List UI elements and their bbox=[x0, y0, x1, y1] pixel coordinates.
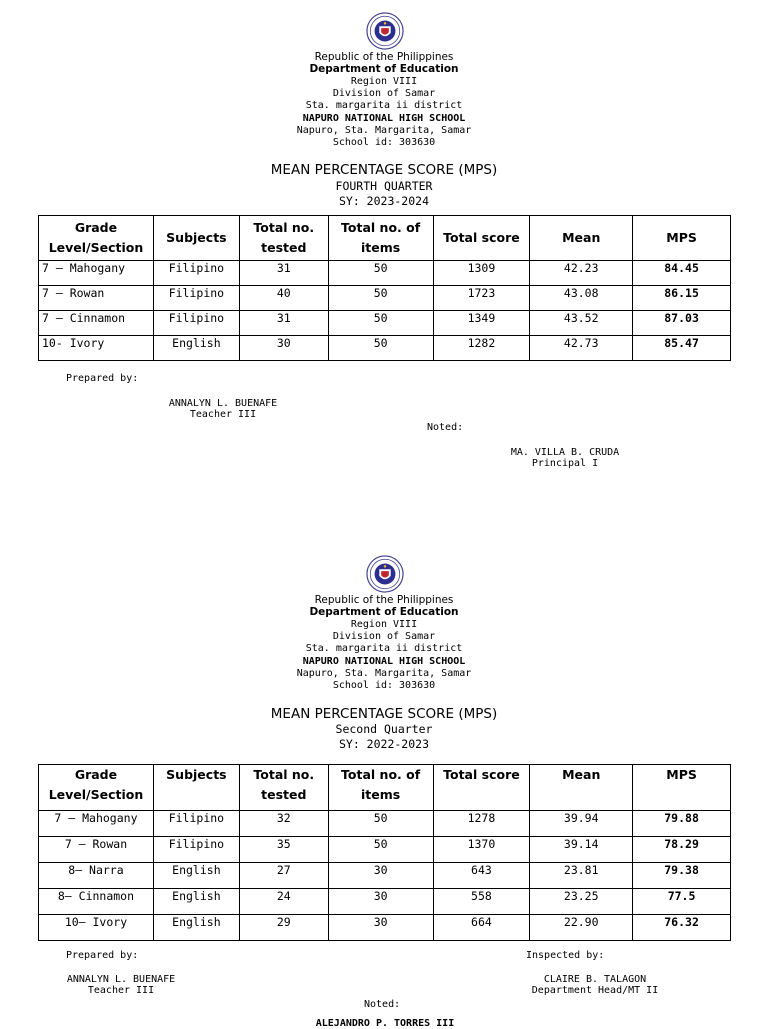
noted-by-label: Noted: bbox=[364, 999, 401, 1010]
cell-section: 8– Cinnamon bbox=[39, 889, 154, 915]
cell-items: 30 bbox=[328, 889, 433, 915]
cell-items: 50 bbox=[328, 811, 433, 837]
preparer-name: ANNALYN L. BUENAFE bbox=[66, 974, 176, 985]
col-subjects: Subjects bbox=[153, 216, 239, 261]
cell-items: 30 bbox=[328, 915, 433, 941]
report-title: MEAN PERCENTAGE SCORE (MPS) bbox=[270, 162, 498, 178]
cell-section: 7 – Rowan bbox=[39, 837, 154, 863]
col-total-items: Total no. of items bbox=[328, 216, 433, 261]
quarter-label: Second Quarter bbox=[335, 722, 433, 736]
cell-mean: 23.81 bbox=[530, 863, 633, 889]
cell-subject: Filipino bbox=[153, 837, 239, 863]
noter-block bbox=[490, 447, 640, 469]
inspector-block bbox=[515, 974, 675, 996]
noter-name: MA. VILLA B. CRUDA bbox=[510, 447, 620, 458]
region-label: Region VIII bbox=[350, 619, 418, 630]
inspector-title: Department Head/MT II bbox=[531, 985, 659, 996]
department-label: Department of Education bbox=[309, 606, 459, 618]
cell-mps: 79.88 bbox=[633, 811, 731, 837]
cell-score: 558 bbox=[433, 889, 530, 915]
cell-score: 643 bbox=[433, 863, 530, 889]
col-grade-level: Grade Level/Section bbox=[39, 216, 154, 261]
school-address: Napuro, Sta. Margarita, Samar bbox=[296, 125, 472, 136]
cell-section: 7 – Mahogany bbox=[39, 811, 154, 837]
cell-score: 1282 bbox=[433, 336, 530, 361]
cell-score: 1723 bbox=[433, 286, 530, 311]
col-total-score: Total score bbox=[433, 765, 530, 811]
cell-tested: 29 bbox=[239, 915, 328, 941]
cell-score: 1349 bbox=[433, 311, 530, 336]
report-title: MEAN PERCENTAGE SCORE (MPS) bbox=[270, 706, 498, 722]
preparer-block bbox=[143, 398, 303, 420]
quarter-label: FOURTH QUARTER bbox=[335, 179, 433, 193]
cell-items: 50 bbox=[328, 837, 433, 863]
cell-section: 7 – Rowan bbox=[39, 286, 154, 311]
noter-title: Principal I bbox=[531, 458, 599, 469]
preparer-title: Teacher III bbox=[87, 985, 155, 996]
inspected-by-label: Inspected by: bbox=[526, 950, 605, 961]
cell-mean: 39.94 bbox=[530, 811, 633, 837]
col-total-items: Total no. of items bbox=[328, 765, 433, 811]
cell-section: 8– Narra bbox=[39, 863, 154, 889]
cell-mean: 43.52 bbox=[530, 311, 633, 336]
cell-subject: English bbox=[153, 889, 239, 915]
cell-subject: English bbox=[153, 863, 239, 889]
col-total-score: Total score bbox=[433, 216, 530, 261]
department-label: Department of Education bbox=[309, 63, 459, 75]
cell-section: 7 – Cinnamon bbox=[39, 311, 154, 336]
cell-tested: 32 bbox=[239, 811, 328, 837]
cell-mps: 87.03 bbox=[633, 311, 731, 336]
cell-subject: Filipino bbox=[153, 261, 239, 286]
inspector-name: CLAIRE B. TALAGON bbox=[543, 974, 647, 985]
preparer-block bbox=[45, 974, 197, 996]
table-row bbox=[39, 863, 731, 889]
cell-score: 1309 bbox=[433, 261, 530, 286]
cell-mps: 76.32 bbox=[633, 915, 731, 941]
cell-score: 1370 bbox=[433, 837, 530, 863]
district-label: Sta. margarita ii district bbox=[305, 643, 463, 654]
col-total-tested: Total no. tested bbox=[239, 216, 328, 261]
school-name: NAPURO NATIONAL HIGH SCHOOL bbox=[302, 656, 466, 667]
cell-mean: 23.25 bbox=[530, 889, 633, 915]
col-mps: MPS bbox=[633, 765, 731, 811]
cell-tested: 24 bbox=[239, 889, 328, 915]
table-row bbox=[39, 336, 731, 361]
cell-score: 664 bbox=[433, 915, 530, 941]
cell-tested: 27 bbox=[239, 863, 328, 889]
cell-subject: Filipino bbox=[153, 286, 239, 311]
republic-label: Republic of the Philippines bbox=[314, 594, 454, 606]
cell-items: 50 bbox=[328, 261, 433, 286]
school-year-label: SY: 2023-2024 bbox=[338, 194, 429, 208]
cell-mps: 84.45 bbox=[633, 261, 731, 286]
school-address: Napuro, Sta. Margarita, Samar bbox=[296, 668, 472, 679]
mps-table bbox=[38, 764, 731, 941]
noted-by-label: Noted: bbox=[427, 422, 464, 433]
cell-section: 10- Ivory bbox=[39, 336, 154, 361]
cell-section: 7 – Mahogany bbox=[39, 261, 154, 286]
table-row bbox=[39, 889, 731, 915]
table-row bbox=[39, 311, 731, 336]
cell-mps: 78.29 bbox=[633, 837, 731, 863]
school-id: School id: 303630 bbox=[332, 137, 436, 148]
school-year-label: SY: 2022-2023 bbox=[338, 737, 429, 751]
division-label: Division of Samar bbox=[332, 88, 436, 99]
cell-tested: 30 bbox=[239, 336, 328, 361]
col-grade-level: Grade Level/Section bbox=[39, 765, 154, 811]
region-label: Region VIII bbox=[350, 76, 418, 87]
noter-name: ALEJANDRO P. TORRES III bbox=[315, 1018, 455, 1029]
cell-tested: 40 bbox=[239, 286, 328, 311]
school-name: NAPURO NATIONAL HIGH SCHOOL bbox=[302, 113, 466, 124]
school-id: School id: 303630 bbox=[332, 680, 436, 691]
cell-mean: 42.73 bbox=[530, 336, 633, 361]
table-header-row bbox=[39, 765, 731, 811]
cell-mean: 22.90 bbox=[530, 915, 633, 941]
deped-seal-icon bbox=[366, 12, 404, 50]
table-row bbox=[39, 261, 731, 286]
col-total-tested: Total no. tested bbox=[239, 765, 328, 811]
cell-mps: 77.5 bbox=[633, 889, 731, 915]
district-label: Sta. margarita ii district bbox=[305, 100, 463, 111]
table-row bbox=[39, 837, 731, 863]
cell-subject: Filipino bbox=[153, 811, 239, 837]
preparer-name: ANNALYN L. BUENAFE bbox=[168, 398, 278, 409]
cell-items: 50 bbox=[328, 311, 433, 336]
division-label: Division of Samar bbox=[332, 631, 436, 642]
preparer-title: Teacher III bbox=[189, 409, 257, 420]
cell-mps: 79.38 bbox=[633, 863, 731, 889]
cell-items: 30 bbox=[328, 863, 433, 889]
deped-seal-icon bbox=[366, 555, 404, 593]
cell-section: 10– Ivory bbox=[39, 915, 154, 941]
cell-mps: 85.47 bbox=[633, 336, 731, 361]
table-row bbox=[39, 811, 731, 837]
cell-tested: 31 bbox=[239, 261, 328, 286]
cell-items: 50 bbox=[328, 286, 433, 311]
col-mps: MPS bbox=[633, 216, 731, 261]
prepared-by-label: Prepared by: bbox=[66, 373, 139, 384]
republic-label: Republic of the Philippines bbox=[314, 51, 454, 63]
cell-mean: 43.08 bbox=[530, 286, 633, 311]
prepared-by-label: Prepared by: bbox=[66, 950, 139, 961]
col-subjects: Subjects bbox=[153, 765, 239, 811]
col-mean: Mean bbox=[530, 765, 633, 811]
table-row bbox=[39, 286, 731, 311]
cell-mean: 42.23 bbox=[530, 261, 633, 286]
cell-score: 1278 bbox=[433, 811, 530, 837]
cell-mps: 86.15 bbox=[633, 286, 731, 311]
table-header-row bbox=[39, 216, 731, 261]
cell-subject: English bbox=[153, 336, 239, 361]
cell-subject: English bbox=[153, 915, 239, 941]
table-row bbox=[39, 915, 731, 941]
col-mean: Mean bbox=[530, 216, 633, 261]
mps-table bbox=[38, 215, 731, 361]
cell-mean: 39.14 bbox=[530, 837, 633, 863]
cell-items: 50 bbox=[328, 336, 433, 361]
cell-tested: 31 bbox=[239, 311, 328, 336]
cell-subject: Filipino bbox=[153, 311, 239, 336]
cell-tested: 35 bbox=[239, 837, 328, 863]
